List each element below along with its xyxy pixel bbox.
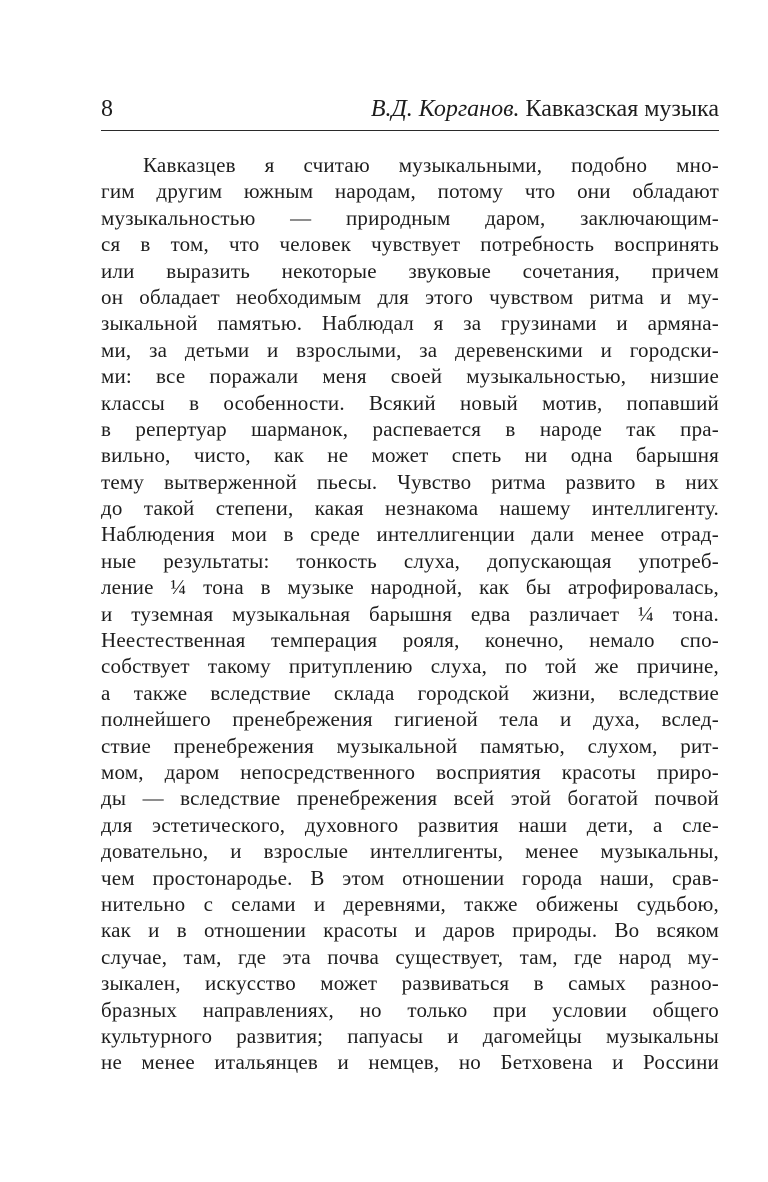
text-line: ные результаты: тонкость слуха, допускающая употреб-: [101, 548, 719, 573]
text-line: довательно, и взрослые интеллигенты, менее музыкальны,: [101, 839, 719, 864]
text-line: и туземная музыкальная барышня едва различает ¼ тона.: [101, 601, 719, 626]
text-line: для эстетического, духовного развития наши дети, а сле-: [101, 812, 719, 837]
running-header: [101, 94, 719, 131]
text-line: до такой степени, какая незнакома нашему интеллигенту.: [101, 496, 719, 521]
text-line: музыкальностью — природным даром, заключающим-: [101, 205, 719, 230]
text-line: ствие пренебрежения музыкальной памятью, слухом, рит-: [101, 733, 719, 758]
book-title: Кавказская музыка: [525, 96, 719, 122]
text-line: ми: все поражали меня своей музыкальностью, низшие: [101, 364, 719, 389]
page-number: 8: [101, 96, 113, 122]
text-line: бразных направлениях, но только при условии общего: [101, 997, 719, 1022]
text-line: ся в том, что человек чувствует потребность воспринять: [101, 232, 719, 257]
text-line: зыкальной памятью. Наблюдал я за грузинами и армяна-: [101, 311, 719, 336]
text-line: культурного развития; папуасы и дагомейцы музыкальны: [101, 1023, 719, 1048]
text-line: ление ¼ тона в музыке народной, как бы атрофировалась,: [101, 575, 719, 600]
text-line: ды — вследствие пренебрежения всей этой богатой почвой: [101, 786, 719, 811]
text-line: полнейшего пренебрежения гигиеной тела и духа, вслед-: [101, 707, 719, 732]
text-line: чем простонародье. В этом отношении города наши, срав-: [101, 865, 719, 890]
text-line: не менее итальянцев и немцев, но Бетховена и Россини: [101, 1050, 719, 1075]
text-line: классы в особенности. Всякий новый мотив, попавший: [101, 390, 719, 415]
text-line: или выразить некоторые звуковые сочетания, причем: [101, 258, 719, 283]
text-line: вильно, чисто, как не может спеть ни одна барышня: [101, 443, 719, 468]
text-line: он обладает необходимым для этого чувством ритма и му-: [101, 284, 719, 309]
text-line: Кавказцев я считаю музыкальными, подобно мно-: [143, 153, 719, 177]
text-line: Неестественная темперация рояля, конечно, немало спо-: [101, 628, 719, 653]
text-line: случае, там, где эта почва существует, там, где народ му-: [101, 944, 719, 969]
text-line: собствует такому притуплению слуха, по той же причине,: [101, 654, 719, 679]
text-line: Наблюдения мои в среде интеллигенции дали менее отрад-: [101, 522, 719, 547]
text-line: как и в отношении красоты и даров природы. Во всяком: [101, 918, 719, 943]
text-line: зыкален, искусство может развиваться в самых разноо-: [101, 971, 719, 996]
author-name: В.Д. Корганов.: [370, 96, 520, 122]
body-paragraph: [101, 152, 719, 1076]
text-line: нительно с селами и деревнями, также обижены судьбою,: [101, 891, 719, 916]
text-line: в репертуар шарманок, распевается в народе так пра-: [101, 416, 719, 441]
text-line: гим другим южным народам, потому что они обладают: [101, 179, 719, 204]
text-line: мом, даром непосредственного восприятия красоты приро-: [101, 759, 719, 784]
running-title: [371, 94, 719, 124]
text-line: тему вытверженной пьесы. Чувство ритма развито в них: [101, 469, 719, 494]
book-page: [101, 94, 719, 1076]
text-line: ми, за детьми и взрослыми, за деревенскими и городски-: [101, 337, 719, 362]
text-line: а также вследствие склада городской жизни, вследствие: [101, 680, 719, 705]
